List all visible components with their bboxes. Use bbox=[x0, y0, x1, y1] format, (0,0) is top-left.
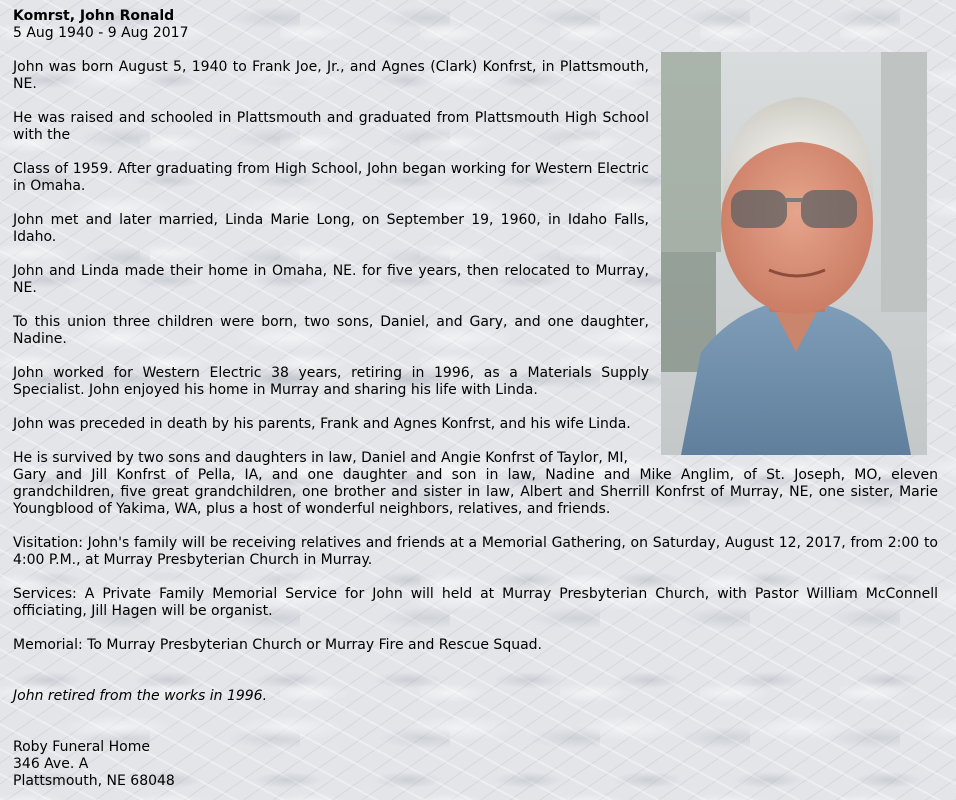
paragraph-memorial: Memorial: To Murray Presbyterian Church or Murray Fire and Rescue Squad. bbox=[13, 637, 542, 653]
portrait-photo bbox=[661, 52, 927, 455]
funeral-home-name: Roby Funeral Home bbox=[13, 739, 150, 755]
funeral-home-city: Plattsmouth, NE 68048 bbox=[13, 773, 175, 789]
paragraph-survived: Gary and Jill Konfrst of Pella, IA, and one daughter and son in law, Nadine and Mike Anglim, of St. Joseph, MO, eleven grandchildren, five great grandchildren, one brother and sister in law, Albert and Sherrill Konfrst of Murray, NE, one sister, Marie Youngblood of Yakima, WA, plus a host of wonderful neighbors, relatives, and friends. bbox=[13, 467, 938, 517]
paragraph-survived-intro: He is survived by two sons and daughters in law, Daniel and Angie Konfrst of Taylor, MI, bbox=[13, 450, 628, 466]
paragraph-work: John worked for Western Electric 38 years, retiring in 1996, as a Materials Supply Specialist. John enjoyed his home in Murray and sharing his life with Linda. bbox=[13, 365, 649, 398]
paragraph-birth: John was born August 5, 1940 to Frank Joe, Jr., and Agnes (Clark) Konfrst, in Plattsmouth, NE. bbox=[13, 59, 649, 92]
paragraph-career-start: Class of 1959. After graduating from High School, John began working for Western Electric in Omaha. bbox=[13, 161, 649, 194]
paragraph-visitation: Visitation: John's family will be receiving relatives and friends at a Memorial Gathering, on Saturday, August 12, 2017, from 2:00 to 4:00 P.M., at Murray Presbyterian Church in Murray. bbox=[13, 535, 938, 568]
deceased-name: Komrst, John Ronald bbox=[13, 8, 175, 24]
funeral-home-street: 346 Ave. A bbox=[13, 756, 89, 772]
paragraph-schooling: He was raised and schooled in Plattsmouth and graduated from Plattsmouth High School with the bbox=[13, 110, 649, 143]
life-dates: 5 Aug 1940 - 9 Aug 2017 bbox=[13, 25, 189, 41]
retirement-note: John retired from the works in 1996. bbox=[13, 688, 268, 704]
paragraph-marriage: John met and later married, Linda Marie Long, on September 19, 1960, in Idaho Falls, Idaho. bbox=[13, 212, 649, 245]
paragraph-preceded: John was preceded in death by his parents, Frank and Agnes Konfrst, and his wife Linda. bbox=[13, 416, 631, 432]
paragraph-home: John and Linda made their home in Omaha, NE. for five years, then relocated to Murray, NE. bbox=[13, 263, 649, 296]
paragraph-children: To this union three children were born, two sons, Daniel, and Gary, and one daughter, Nadine. bbox=[13, 314, 649, 347]
paragraph-services: Services: A Private Family Memorial Service for John will held at Murray Presbyterian Church, with Pastor William McConnell officiating, Jill Hagen will be organist. bbox=[13, 586, 938, 619]
